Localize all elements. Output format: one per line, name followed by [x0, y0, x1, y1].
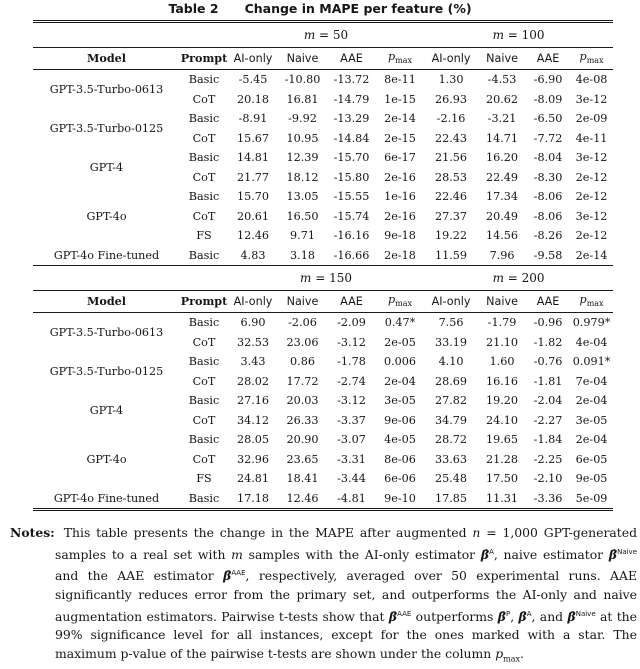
value-cell: 1.30 — [438, 73, 464, 87]
value-cell: 23.65 — [286, 452, 319, 466]
table-row — [33, 109, 613, 129]
value-cell: 3.18 — [278, 246, 327, 266]
value-cell: 22.46 — [435, 190, 468, 204]
value-cell: -0.76 — [533, 355, 563, 369]
value-cell: 8e-11 — [384, 73, 416, 87]
value-cell: 0.86 — [290, 355, 315, 369]
value-cell: -8.04 — [533, 151, 563, 165]
prompt-cell: Basic — [188, 355, 220, 369]
value-cell: 12.46 — [236, 229, 270, 243]
value-cell: -8.06 — [533, 209, 563, 223]
prompt-cell: FS — [196, 229, 212, 243]
value-cell: -2.74 — [337, 374, 366, 388]
value-cell: -3.36 — [526, 489, 570, 510]
value-cell: 9e-10 — [376, 489, 424, 510]
value-cell: -13.29 — [333, 112, 370, 126]
prompt-cell: Basic — [188, 316, 220, 330]
value-cell: 21.77 — [236, 170, 270, 184]
model-cell: GPT-4o — [86, 209, 127, 223]
column-header-cell: AI-only — [228, 291, 278, 313]
table-row — [33, 148, 613, 168]
span-header-cell: m = 50 — [228, 22, 424, 48]
value-cell: -8.06 — [533, 190, 563, 204]
value-cell: 19.22 — [435, 229, 468, 243]
value-cell: -3.44 — [337, 472, 366, 486]
model-cell: GPT-4 — [89, 403, 124, 417]
prompt-cell: Basic — [188, 190, 220, 204]
value-cell: 24.81 — [236, 472, 270, 486]
value-cell: -8.30 — [533, 170, 563, 184]
table-row — [33, 313, 613, 333]
value-cell: 0.979* — [572, 316, 611, 330]
value-cell: 21.56 — [435, 151, 468, 165]
column-header-cell: $p_{max}$ — [570, 48, 613, 70]
value-cell: -14.79 — [333, 92, 370, 106]
value-cell: -10.80 — [284, 73, 321, 87]
value-cell: 32.96 — [236, 452, 270, 466]
prompt-cell: Basic — [188, 433, 220, 447]
notes-label: Notes: — [10, 525, 55, 540]
value-cell: 16.16 — [486, 374, 519, 388]
value-cell: -1.84 — [533, 433, 563, 447]
value-cell: 17.85 — [424, 489, 478, 510]
table-row — [33, 246, 613, 266]
value-cell: 16.20 — [486, 151, 519, 165]
model-cell: GPT-4o Fine-tuned — [33, 489, 180, 510]
value-cell: -9.58 — [526, 246, 570, 266]
value-cell: 17.34 — [486, 190, 519, 204]
value-cell: 20.03 — [286, 394, 319, 408]
prompt-cell: CoT — [192, 92, 216, 106]
value-cell: -8.26 — [533, 229, 563, 243]
prompt-cell: Basic — [188, 73, 220, 87]
value-cell: 2e-14 — [384, 112, 416, 126]
value-cell: -16.66 — [327, 246, 376, 266]
value-cell: -1.79 — [487, 316, 517, 330]
value-cell: 9e-18 — [384, 229, 416, 243]
beta-hat-symbol: β̂$^A$ — [480, 546, 494, 562]
value-cell: 4.10 — [438, 355, 464, 369]
value-cell: 17.18 — [228, 489, 278, 510]
value-cell: 6e-05 — [575, 452, 608, 466]
value-cell: 4e-11 — [575, 131, 608, 145]
value-cell: 6e-17 — [384, 151, 416, 165]
column-header-cell: AAE — [327, 48, 376, 70]
value-cell: 7.56 — [438, 316, 464, 330]
value-cell: 14.56 — [486, 229, 519, 243]
value-cell: 2e-09 — [575, 112, 608, 126]
beta-hat-symbol: β̂$^{Naive}$ — [608, 546, 637, 562]
model-cell: GPT-3.5-Turbo-0613 — [49, 82, 164, 96]
value-cell: 2e-16 — [384, 209, 416, 223]
value-cell: 12.39 — [286, 151, 319, 165]
column-header-cell: AI-only — [424, 48, 478, 70]
value-cell: 2e-12 — [575, 229, 608, 243]
value-cell: 16.81 — [286, 92, 319, 106]
value-cell: 22.49 — [486, 170, 519, 184]
value-cell: 32.53 — [236, 335, 270, 349]
column-header-cell: $p_{max}$ — [376, 48, 424, 70]
value-cell: 7.96 — [478, 246, 526, 266]
table-row — [33, 70, 613, 90]
value-cell: 20.49 — [486, 209, 519, 223]
value-cell: 1.60 — [489, 355, 515, 369]
value-cell: 2e-14 — [570, 246, 613, 266]
value-cell: 16.50 — [286, 209, 319, 223]
column-header-cell: Model — [33, 48, 180, 70]
value-cell: -0.96 — [533, 316, 563, 330]
value-cell: 6.90 — [240, 316, 266, 330]
prompt-cell: CoT — [192, 452, 216, 466]
value-cell: 1e-16 — [384, 190, 416, 204]
span-header-cell: m = 150 — [228, 266, 424, 291]
value-cell: -6.90 — [533, 73, 563, 87]
value-cell: 3e-12 — [575, 92, 608, 106]
value-cell: 1e-15 — [384, 92, 416, 106]
value-cell: 3.43 — [240, 355, 266, 369]
value-cell: -2.16 — [436, 112, 466, 126]
value-cell: 3e-12 — [575, 151, 608, 165]
value-cell: 2e-15 — [384, 131, 416, 145]
table-row — [33, 489, 613, 510]
notes-text: This table presents the change in the MAPE after augmented n = 1,000 GPT-generated samples to a real set with m samples with the AI-only estimator β̂$^A$, naive estimator β̂$^{Naive}$ and the AAE estimator β̂$^{AAE}$, respectively, averaged over 50 experimental runs. AAE significantly reduces error from the primary set, and outperforms the AI-only and naive augmentation estimators. Pairwise t-tests show that β̂$^{AAE}$ outperforms β̂$^P$, β̂$^A$, and β̂$^{Naive}$ at the 99% significance level for all instances, except for the ones marked with a star. The maximum p-value of the pairwise t-tests are shown under the column $p_{max}$. — [55, 525, 637, 664]
value-cell: 27.82 — [435, 394, 468, 408]
value-cell: 3e-05 — [384, 394, 416, 408]
value-cell: 21.28 — [486, 452, 519, 466]
span-header-cell: m = 100 — [424, 22, 613, 48]
table-row — [33, 291, 613, 313]
value-cell: 2e-05 — [384, 335, 416, 349]
value-cell: 3e-12 — [575, 209, 608, 223]
value-cell: -3.21 — [487, 112, 517, 126]
prompt-cell: CoT — [192, 413, 216, 427]
value-cell: 17.72 — [286, 374, 319, 388]
value-cell: -15.70 — [333, 151, 370, 165]
value-cell: 20.90 — [286, 433, 319, 447]
value-cell: 33.19 — [435, 335, 468, 349]
value-cell: 23.06 — [286, 335, 319, 349]
value-cell: -3.12 — [337, 335, 366, 349]
table-row — [33, 352, 613, 372]
table-title — [0, 1, 640, 16]
column-header-cell: AI-only — [424, 291, 478, 313]
value-cell: -15.80 — [333, 170, 370, 184]
value-cell: -8.91 — [238, 112, 268, 126]
value-cell: 19.20 — [486, 394, 519, 408]
model-cell: GPT-3.5-Turbo-0125 — [49, 121, 164, 135]
column-header-cell: Naive — [278, 48, 327, 70]
results-table — [33, 20, 613, 511]
model-cell: GPT-3.5-Turbo-0125 — [49, 364, 164, 378]
value-cell: 34.12 — [236, 413, 270, 427]
value-cell: 14.71 — [486, 131, 519, 145]
value-cell: 19.65 — [486, 433, 519, 447]
value-cell: 20.61 — [236, 209, 270, 223]
value-cell: 2e-12 — [575, 190, 608, 204]
value-cell: -4.81 — [327, 489, 376, 510]
value-cell: 5e-09 — [570, 489, 613, 510]
value-cell: -3.31 — [337, 452, 366, 466]
beta-hat-symbol: β̂$^{AAE}$ — [388, 608, 412, 624]
value-cell: 8e-06 — [384, 452, 416, 466]
value-cell: -7.72 — [533, 131, 563, 145]
value-cell: -2.09 — [337, 316, 366, 330]
model-cell: GPT-4o — [86, 452, 127, 466]
prompt-cell: Basic — [180, 489, 228, 510]
value-cell: -15.55 — [333, 190, 370, 204]
table-row — [33, 391, 613, 411]
value-cell: 2e-04 — [575, 433, 608, 447]
value-cell: 24.10 — [486, 413, 519, 427]
page — [0, 1, 640, 669]
column-header-cell: Prompt — [180, 291, 228, 313]
value-cell: 9.71 — [290, 229, 315, 243]
value-cell: 6e-06 — [384, 472, 416, 486]
value-cell: 12.46 — [278, 489, 327, 510]
value-cell: 13.05 — [286, 190, 319, 204]
column-header-cell: Naive — [278, 291, 327, 313]
value-cell: 28.02 — [236, 374, 270, 388]
value-cell: 15.70 — [236, 190, 270, 204]
value-cell: 4e-05 — [384, 433, 416, 447]
column-header-cell: Naive — [478, 48, 526, 70]
value-cell: -13.72 — [333, 73, 370, 87]
model-cell: GPT-4 — [89, 160, 124, 174]
value-cell: -2.06 — [288, 316, 317, 330]
value-cell: 7e-04 — [575, 374, 608, 388]
prompt-cell: Basic — [188, 151, 220, 165]
value-cell: 0.006 — [384, 355, 417, 369]
value-cell: -2.10 — [533, 472, 563, 486]
prompt-cell: CoT — [192, 209, 216, 223]
value-cell: 2e-04 — [575, 394, 608, 408]
value-cell: -16.16 — [333, 229, 370, 243]
value-cell: 15.67 — [236, 131, 270, 145]
value-cell: -1.81 — [533, 374, 563, 388]
prompt-cell: CoT — [192, 374, 216, 388]
prompt-cell: CoT — [192, 170, 216, 184]
table-row — [33, 187, 613, 207]
value-cell: 20.18 — [236, 92, 270, 106]
value-cell: -1.82 — [533, 335, 563, 349]
value-cell: -4.53 — [487, 73, 517, 87]
value-cell: 10.95 — [286, 131, 319, 145]
prompt-cell: FS — [196, 472, 212, 486]
column-header-cell: AAE — [526, 48, 570, 70]
value-cell: -8.09 — [533, 92, 563, 106]
table-caption: Change in MAPE per feature (%) — [244, 1, 472, 16]
column-header-cell: Prompt — [180, 48, 228, 70]
value-cell: 3e-05 — [575, 413, 608, 427]
table-row — [33, 22, 613, 48]
beta-hat-symbol: β̂$^{AAE}$ — [223, 568, 246, 584]
value-cell: 18.12 — [286, 170, 319, 184]
value-cell: 2e-04 — [384, 374, 416, 388]
column-header-cell: $p_{max}$ — [570, 291, 613, 313]
table-row — [33, 266, 613, 291]
value-cell: 2e-18 — [376, 246, 424, 266]
value-cell: 11.59 — [424, 246, 478, 266]
value-cell: -9.92 — [288, 112, 317, 126]
value-cell: -2.25 — [533, 452, 563, 466]
value-cell: 4.83 — [228, 246, 278, 266]
value-cell: 14.81 — [236, 151, 270, 165]
value-cell: -2.27 — [533, 413, 563, 427]
value-cell: 17.50 — [486, 472, 519, 486]
value-cell: 18.41 — [286, 472, 319, 486]
column-header-cell: Naive — [478, 291, 526, 313]
table-number: Table 2 — [168, 1, 219, 16]
value-cell: 2e-16 — [384, 170, 416, 184]
prompt-cell: Basic — [188, 394, 220, 408]
value-cell: 28.53 — [435, 170, 468, 184]
value-cell: 20.62 — [486, 92, 519, 106]
value-cell: 28.05 — [236, 433, 270, 447]
value-cell: 25.48 — [435, 472, 468, 486]
table-row — [33, 430, 613, 450]
value-cell: 9e-06 — [384, 413, 416, 427]
prompt-cell: Basic — [180, 246, 228, 266]
column-header-cell: AI-only — [228, 48, 278, 70]
value-cell: 0.091* — [572, 355, 611, 369]
notes — [10, 524, 637, 669]
value-cell: -5.45 — [238, 73, 268, 87]
column-header-cell: Model — [33, 291, 180, 313]
value-cell: 28.69 — [435, 374, 468, 388]
column-header-cell: AAE — [327, 291, 376, 313]
span-header-spacer-cell — [33, 22, 228, 48]
value-cell: 4e-08 — [575, 73, 608, 87]
value-cell: 11.31 — [478, 489, 526, 510]
value-cell: 27.16 — [236, 394, 270, 408]
prompt-cell: Basic — [188, 112, 220, 126]
value-cell: 4e-04 — [575, 335, 608, 349]
column-header-cell: AAE — [526, 291, 570, 313]
value-cell: 0.47* — [384, 316, 416, 330]
value-cell: -14.84 — [333, 131, 370, 145]
beta-hat-symbol: β̂$^A$ — [518, 608, 532, 624]
value-cell: 21.10 — [486, 335, 519, 349]
value-cell: 28.72 — [435, 433, 468, 447]
span-header-spacer-cell — [33, 266, 228, 291]
column-header-cell: $p_{max}$ — [376, 291, 424, 313]
value-cell: 26.93 — [435, 92, 468, 106]
value-cell: -2.04 — [533, 394, 563, 408]
value-cell: 9e-05 — [575, 472, 608, 486]
value-cell: -3.12 — [337, 394, 366, 408]
value-cell: 34.79 — [435, 413, 468, 427]
value-cell: 27.37 — [435, 209, 468, 223]
model-cell: GPT-4o Fine-tuned — [33, 246, 180, 266]
value-cell: -1.78 — [337, 355, 366, 369]
value-cell: 33.63 — [435, 452, 468, 466]
beta-hat-symbol: β̂$^P$ — [497, 608, 511, 624]
value-cell: -3.07 — [337, 433, 366, 447]
model-cell: GPT-3.5-Turbo-0613 — [49, 325, 164, 339]
value-cell: -15.74 — [333, 209, 370, 223]
value-cell: -3.37 — [337, 413, 366, 427]
table-row — [33, 48, 613, 70]
value-cell: 2e-12 — [575, 170, 608, 184]
value-cell: 22.43 — [435, 131, 468, 145]
prompt-cell: CoT — [192, 335, 216, 349]
span-header-cell: m = 200 — [424, 266, 613, 291]
prompt-cell: CoT — [192, 131, 216, 145]
value-cell: -6.50 — [533, 112, 563, 126]
beta-hat-symbol: β̂$^{Naive}$ — [567, 608, 596, 624]
value-cell: 26.33 — [286, 413, 319, 427]
